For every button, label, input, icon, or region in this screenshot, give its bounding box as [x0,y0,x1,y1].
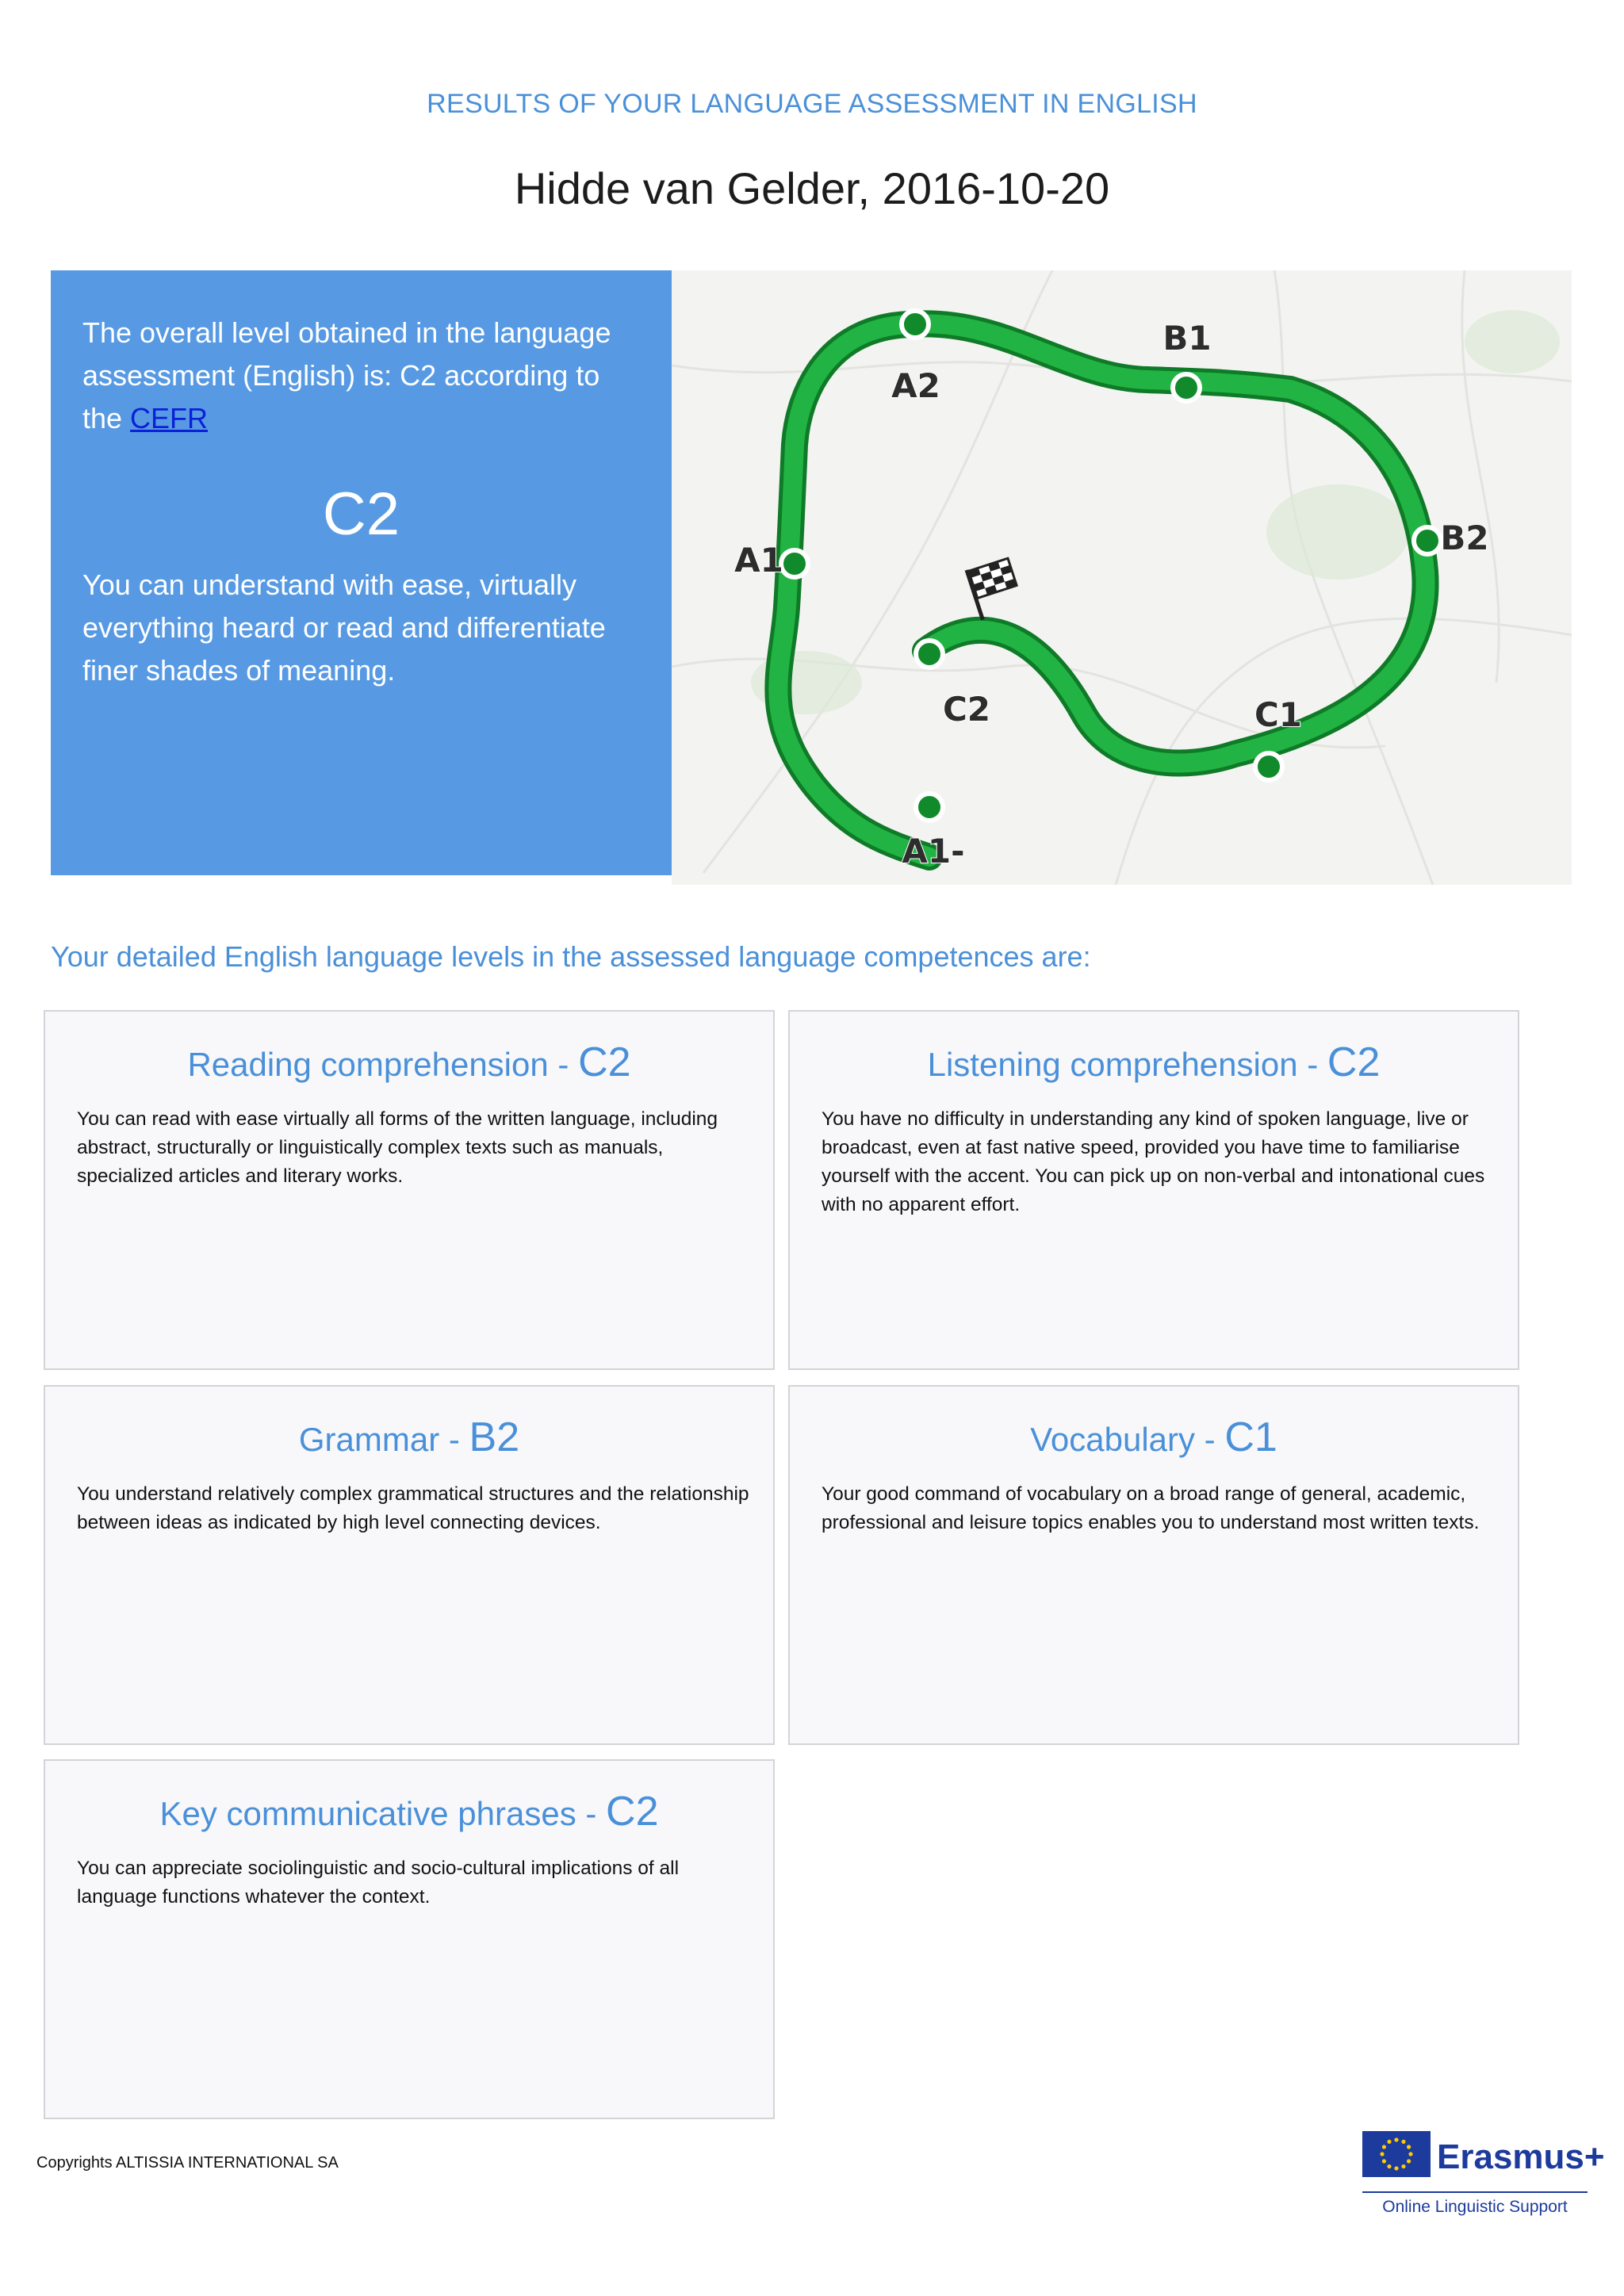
eu-star [1407,2159,1411,2163]
eu-star [1382,2145,1386,2149]
competence-card-grammar [44,1385,775,1745]
level-label: B1 [1162,319,1212,358]
copyright-notice: Copyrights ALTISSIA INTERNATIONAL SA [36,2154,339,2172]
level-route-map [672,270,1572,885]
competence-title [45,1039,773,1086]
header-subtitle: RESULTS OF YOUR LANGUAGE ASSESSMENT IN ENGLISH [427,89,1197,119]
cefr-link[interactable]: CEFR [130,402,209,434]
level-route-svg [672,270,1572,885]
level-label: A1- [902,832,965,871]
level-marker-a2 [902,311,929,338]
erasmus-wordmark: Erasmus+ [1437,2137,1605,2176]
competence-description: You can read with ease virtually all forms of the written language, including abstract, structurally or linguistically complex texts such as manuals, specialized articles and literary works. [77,1108,718,1187]
overall-level-panel [51,270,672,875]
logo-divider [1362,2191,1588,2193]
competence-separator: - [548,1046,579,1083]
competence-title [45,1414,773,1461]
competence-card-key-phrases [44,1759,775,2119]
eu-star [1408,2152,1412,2156]
eu-star [1394,2166,1398,2170]
level-label: C1 [1254,695,1303,734]
competence-level: B2 [469,1414,520,1460]
eu-star [1394,2137,1398,2141]
overall-intro-text: The overall level obtained in the language assessment (English) is: C2 according to the [82,316,611,434]
competence-name: Reading comprehension [187,1046,549,1083]
overall-level-value: C2 [322,480,400,548]
competence-description: You understand relatively complex grammatical structures and the relationship between ideas as indicated by high level connecting devices. [77,1483,749,1533]
level-marker-c2 [916,641,943,668]
eu-star [1401,2140,1405,2144]
competence-level: C1 [1224,1414,1277,1460]
competence-title [45,1788,773,1835]
competence-description: You can appreciate sociolinguistic and socio-cultural implications of all language functions whatever the context. [77,1858,680,1908]
level-label: A1 [734,541,783,580]
competence-name: Listening comprehension [927,1046,1298,1083]
level-marker-c1 [1255,753,1282,780]
level-marker-a1 [781,550,808,577]
competence-name: Vocabulary [1030,1421,1195,1458]
overall-intro [82,312,638,440]
level-label: A2 [891,366,940,405]
page-title: Hidde van Gelder, 2016-10-20 [514,163,1110,213]
competences-intro: Your detailed English language levels in the assessed language competences are: [51,940,1091,973]
competence-card-listening [788,1010,1519,1370]
eu-star [1382,2159,1386,2163]
competence-description: Your good command of vocabulary on a broad range of general, academic, professional and leisure topics enables you to understand most written texts. [822,1483,1480,1533]
eu-flag-icon [1362,2131,1431,2177]
competence-card-vocabulary [788,1385,1519,1745]
level-label: B2 [1440,519,1489,557]
competence-separator: - [439,1421,469,1458]
competence-separator: - [576,1795,607,1832]
competence-separator: - [1297,1046,1327,1083]
competence-name: Grammar [298,1421,440,1458]
level-marker-b2 [1414,527,1441,554]
competence-title [790,1414,1518,1461]
eu-star [1407,2145,1411,2149]
eu-star [1387,2164,1391,2168]
competence-description: You have no difficulty in understanding any kind of spoken language, live or broadcast, even at fast native speed, provided you have time to familiarise yourself with the accent. You can pick up on non-verbal and intonational cues with no apparent effort. [822,1108,1485,1215]
competence-level: C2 [606,1789,659,1835]
erasmus-logo [1362,2131,1605,2226]
competence-name: Key communicative phrases [159,1795,576,1832]
eu-star [1380,2152,1384,2156]
competence-level: C2 [1327,1039,1381,1085]
competence-separator: - [1195,1421,1225,1458]
competence-card-reading [44,1010,775,1370]
erasmus-subtitle: Online Linguistic Support [1382,2198,1568,2216]
level-marker-a1minus [916,794,943,821]
overall-level-description: You can understand with ease, virtually everything heard or read and differentiate finer shades of meaning. [82,568,606,687]
eu-star [1401,2164,1405,2168]
competence-title [790,1039,1518,1086]
eu-star [1387,2140,1391,2144]
competence-level: C2 [578,1039,631,1085]
level-label: C2 [942,690,991,729]
level-marker-b1 [1173,374,1200,401]
